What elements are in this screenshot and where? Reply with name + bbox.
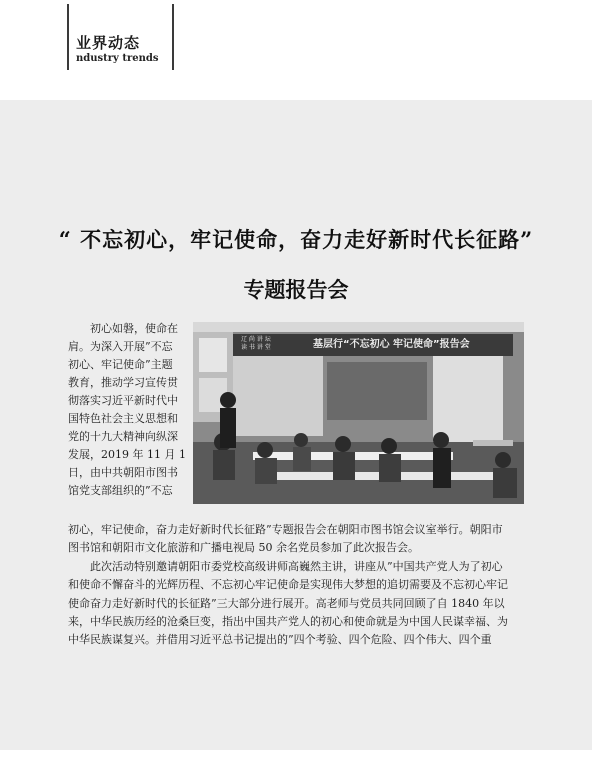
article-subtitle: 专题报告会 (243, 277, 349, 302)
article-body (68, 521, 528, 650)
intro-line: 初心、牢记使命”主题 (68, 358, 173, 371)
body-line: 使命奋力走好新时代的长征路”三大部分进行展开。高老师与党员共同回顾了自 1840 年以 (68, 596, 505, 610)
intro-line: 国特色社会主义思想和 (68, 412, 178, 425)
page-header (0, 0, 592, 100)
intro-line: 肩。为深入开展”不忘 (68, 340, 173, 353)
intro-line: 彻落实习近平新时代中 (68, 394, 178, 407)
intro-line: 日，由中共朝阳市图书 (68, 466, 178, 479)
intro-line: 馆党支部组织的”不忘 (68, 484, 173, 497)
intro-line: 教育，推动学习宣传贯 (68, 376, 178, 389)
section-subtitle: ndustry trends (76, 53, 159, 64)
body-line: 来，中华民族历经的沧桑巨变，指出中国共产党人的初心和使命就是为中国人民谋幸福、为 (68, 615, 508, 629)
body-line: 此次活动特别邀请朝阳市委党校高级讲师高巍然主讲，讲座从”中国共产党人为了初心 (90, 559, 503, 573)
section-title: 业界动态 (76, 34, 141, 52)
photo-banner-main: 基层行“不忘初心 牢记使命”报告会 (313, 339, 470, 350)
body-line: 和使命不懈奋斗的光辉历程、不忘初心牢记使命是实现伟大梦想的追切需要及不忘初心牢记 (68, 578, 508, 592)
intro-line: 党的十九大精神向纵深 (68, 430, 178, 443)
article-title: “ 不忘初心，牢记使命，奋力走好新时代长征路” (58, 227, 534, 252)
header-left-rule (67, 4, 69, 70)
intro-line: 发展，2019 年 11 月 1 (68, 448, 186, 461)
intro-column (68, 320, 192, 500)
header-right-rule (172, 4, 174, 70)
photo-banner-side-1: 辽 尚 讲 坛 (241, 336, 271, 343)
body-line: 图书馆和朝阳市文化旅游和广播电视局 50 余名党员参加了此次报告会。 (68, 541, 419, 555)
body-line: 初心，牢记使命，奋力走好新时代长征路”专题报告会在朝阳市图书馆会议室举行。朝阳市 (68, 523, 503, 536)
meeting-photo (193, 322, 524, 504)
photo-banner-side-2: 读 书 讲 堂 (241, 344, 271, 351)
body-line: 中华民族谋复兴。并借用习近平总书记提出的”四个考验、四个危险、四个伟大、四个重 (68, 633, 492, 647)
intro-line: 初心如磐，使命在 (90, 322, 178, 335)
